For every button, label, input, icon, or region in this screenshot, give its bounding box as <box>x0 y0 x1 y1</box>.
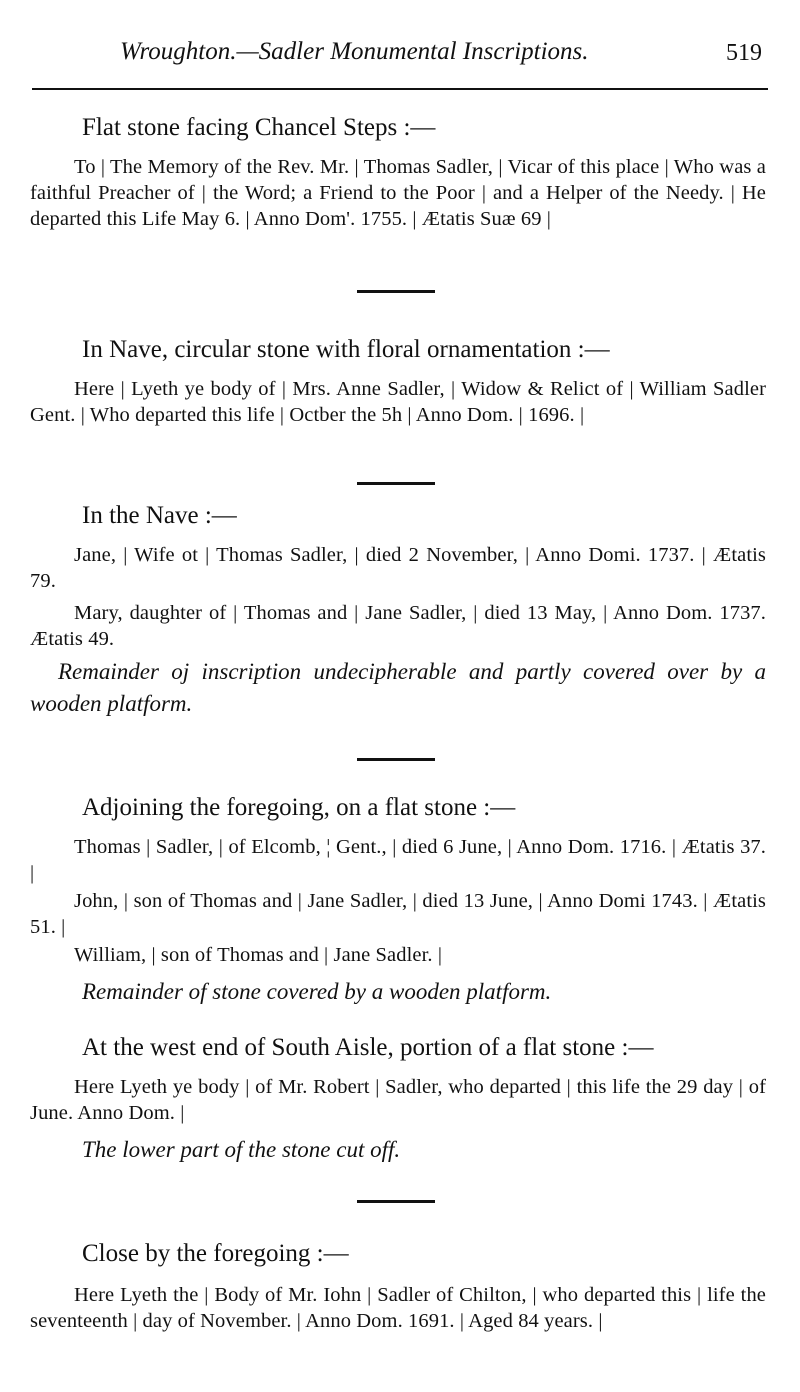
section-heading: At the west end of South Aisle, portion of a flat stone :— <box>82 1034 654 1061</box>
inscription-text: Here | Lyeth ye body of | Mrs. Anne Sadler, | Widow & Relict of | William Sadler Gent. | Who departed this life | Octber the 5h | Anno Dom. | 1696. | <box>30 378 766 426</box>
section-heading: Flat stone facing Chancel Steps :— <box>82 114 436 141</box>
page-header <box>32 38 768 78</box>
inscription-text: Jane, | Wife ot | Thomas Sadler, | died 2 November, | Anno Domi. 1737. | Ætatis 79. <box>30 544 766 592</box>
editorial-note: Remainder of stone covered by a wooden platform. <box>82 979 552 1004</box>
section-heading: In Nave, circular stone with floral ornamentation :— <box>82 336 610 363</box>
section-divider <box>357 758 435 761</box>
editorial-note: Remainder oj inscription undecipherable and partly covered over by a wooden platform. <box>30 659 766 716</box>
inscription-text: William, | son of Thomas and | Jane Sadler. | <box>74 944 443 966</box>
section-divider <box>357 290 435 293</box>
header-rule <box>32 88 768 90</box>
inscription-text: Thomas | Sadler, | of Elcomb, ¦ Gent., | died 6 June, | Anno Dom. 1716. | Ætatis 37. | <box>30 836 766 884</box>
section-nave-circular <box>30 334 766 428</box>
section-south-aisle <box>30 1032 766 1166</box>
inscription-text: Here Lyeth the | Body of Mr. Iohn | Sadler of Chilton, | who departed this | life the seventeenth | day of November. | Anno Dom. 1691. | Aged 84 years. | <box>30 1284 766 1332</box>
section-divider <box>357 482 435 485</box>
inscription-text: Here Lyeth ye body | of Mr. Robert | Sadler, who departed | this life the 29 day | of June. Anno Dom. | <box>30 1076 766 1124</box>
inscription-text: To | The Memory of the Rev. Mr. | Thomas Sadler, | Vicar of this place | Who was a faithful Preacher of | the Word; a Friend to the Poor | and a Helper of the Needy. | He departed this Life May 6. | Anno Dom'. 1755. | Ætatis Suæ 69 | <box>30 156 766 230</box>
section-close-by <box>30 1238 766 1334</box>
inscription-text: Mary, daughter of | Thomas and | Jane Sadler, | died 13 May, | Anno Dom. 1737. Ætatis 49. <box>30 602 766 650</box>
section-heading: Close by the foregoing :— <box>82 1240 349 1267</box>
section-chancel-steps <box>30 112 766 232</box>
section-in-nave <box>30 500 766 720</box>
page-number: 519 <box>726 40 762 66</box>
inscription-text: John, | son of Thomas and | Jane Sadler, | died 13 June, | Anno Domi 1743. | Ætatis 51. | <box>30 890 766 938</box>
section-heading: In the Nave :— <box>82 502 237 529</box>
editorial-note: The lower part of the stone cut off. <box>82 1137 401 1162</box>
section-adjoining <box>30 792 766 1008</box>
section-heading: Adjoining the foregoing, on a flat stone :— <box>82 794 516 821</box>
running-title: Wroughton.—Sadler Monumental Inscriptions. <box>120 38 589 65</box>
section-divider <box>357 1200 435 1203</box>
